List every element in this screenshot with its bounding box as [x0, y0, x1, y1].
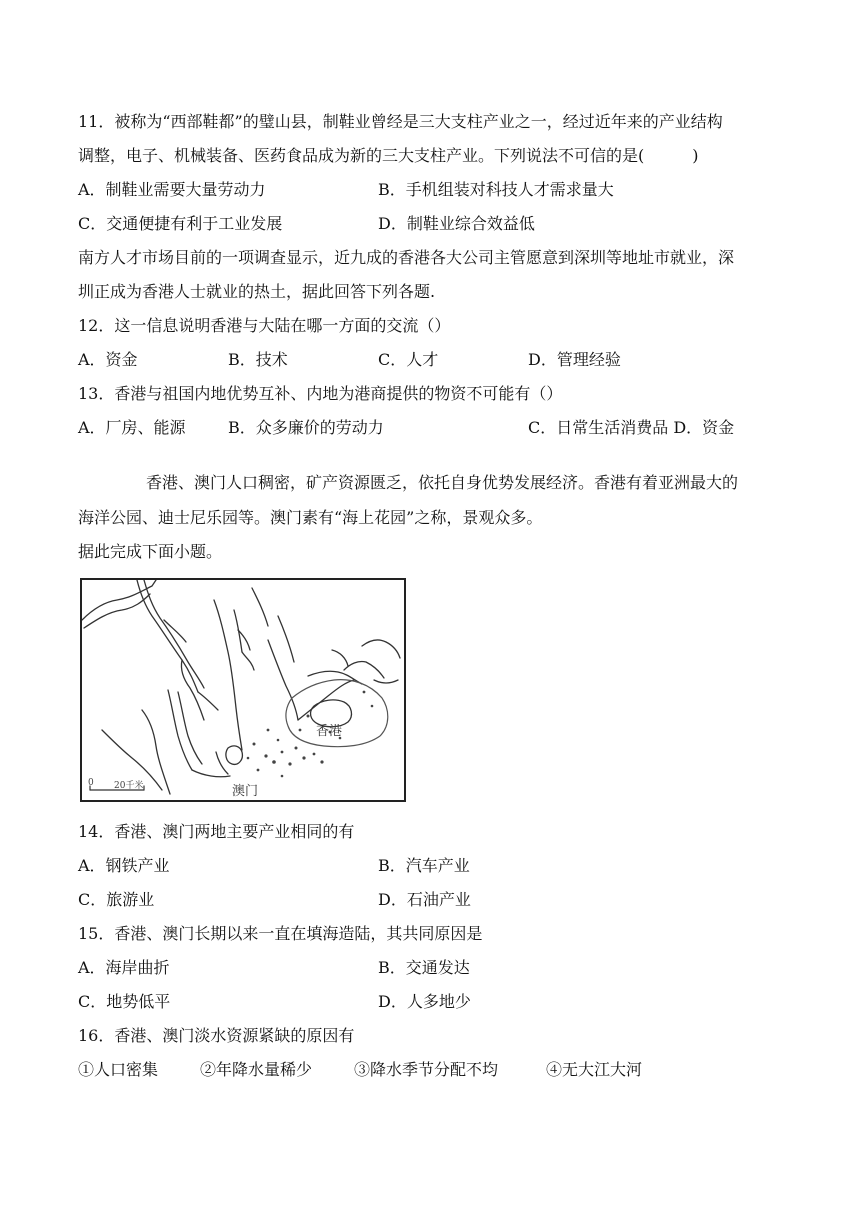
q16-item-2: ②年降水量稀少 — [200, 1060, 313, 1079]
map-label-macau: 澳门 — [232, 784, 259, 799]
q11-stem-line2: 调整，电子、机械装备、医药食品成为新的三大支柱产业。下列说法不可信的是( ) — [78, 146, 699, 165]
map-figure — [80, 578, 406, 802]
passage1-line1: 南方人才市场目前的一项调查显示，近九成的香港各大公司主管愿意到深圳等地址市就业，深 — [78, 248, 735, 267]
q16-item-3: ③降水季节分配不均 — [354, 1060, 499, 1079]
q14-stem: 14．香港、澳门两地主要产业相同的有 — [78, 822, 355, 841]
q14-option-a: A．钢铁产业 — [78, 856, 170, 875]
q14-option-c: C．旅游业 — [78, 890, 155, 909]
q16-stem: 16．香港、澳门淡水资源紧缺的原因有 — [78, 1026, 355, 1045]
passage1-line2: 圳正成为香港人士就业的热土，据此回答下列各题. — [78, 282, 436, 301]
q12-option-d: D．管理经验 — [528, 350, 621, 369]
coastline-map — [82, 580, 404, 800]
q11-stem-line1: 11．被称为“西部鞋都”的璧山县，制鞋业曾经是三大支柱产业之一，经过近年来的产业结构 — [78, 112, 723, 131]
q15-option-b: B．交通发达 — [378, 958, 470, 977]
passage2-line3: 据此完成下面小题。 — [78, 542, 223, 561]
passage2-line1: 香港、澳门人口稠密，矿产资源匮乏，依托自身优势发展经济。香港有着亚洲最大的 — [146, 473, 739, 492]
map-label-hongkong: 香港 — [316, 724, 343, 739]
q14-option-b: B．汽车产业 — [378, 856, 470, 875]
q12-option-a: A．资金 — [78, 350, 138, 369]
q11-option-a: A．制鞋业需要大量劳动力 — [78, 180, 266, 199]
q15-stem: 15．香港、澳门长期以来一直在填海造陆，其共同原因是 — [78, 924, 483, 943]
q12-option-c: C．人才 — [378, 350, 439, 369]
q13-option-b: B．众多廉价的劳动力 — [228, 418, 384, 437]
q16-item-1: ①人口密集 — [78, 1060, 159, 1079]
q12-stem: 12．这一信息说明香港与大陆在哪一方面的交流（） — [78, 316, 451, 335]
q14-option-d: D．石油产业 — [378, 890, 471, 909]
q11-option-d: D．制鞋业综合效益低 — [378, 214, 535, 233]
map-scale-text: 20千米 — [114, 781, 144, 791]
q16-item-4: ④无大江大河 — [546, 1060, 643, 1079]
q15-option-c: C．地势低平 — [78, 992, 171, 1011]
q11-option-b: B．手机组装对科技人才需求量大 — [378, 180, 614, 199]
q15-option-d: D．人多地少 — [378, 992, 471, 1011]
q12-option-b: B．技术 — [228, 350, 288, 369]
passage2-line2: 海洋公园、迪士尼乐园等。澳门素有“海上花园”之称，景观众多。 — [78, 508, 543, 527]
q13-option-a: A．厂房、能源 — [78, 418, 186, 437]
q13-stem: 13．香港与祖国内地优势互补、内地为港商提供的物资不可能有（） — [78, 384, 563, 403]
map-scale-zero: 0 — [88, 778, 94, 788]
q13-option-cd: C．日常生活消费品 D．资金 — [528, 418, 735, 437]
q11-option-c: C．交通便捷有利于工业发展 — [78, 214, 283, 233]
q15-option-a: A．海岸曲折 — [78, 958, 170, 977]
